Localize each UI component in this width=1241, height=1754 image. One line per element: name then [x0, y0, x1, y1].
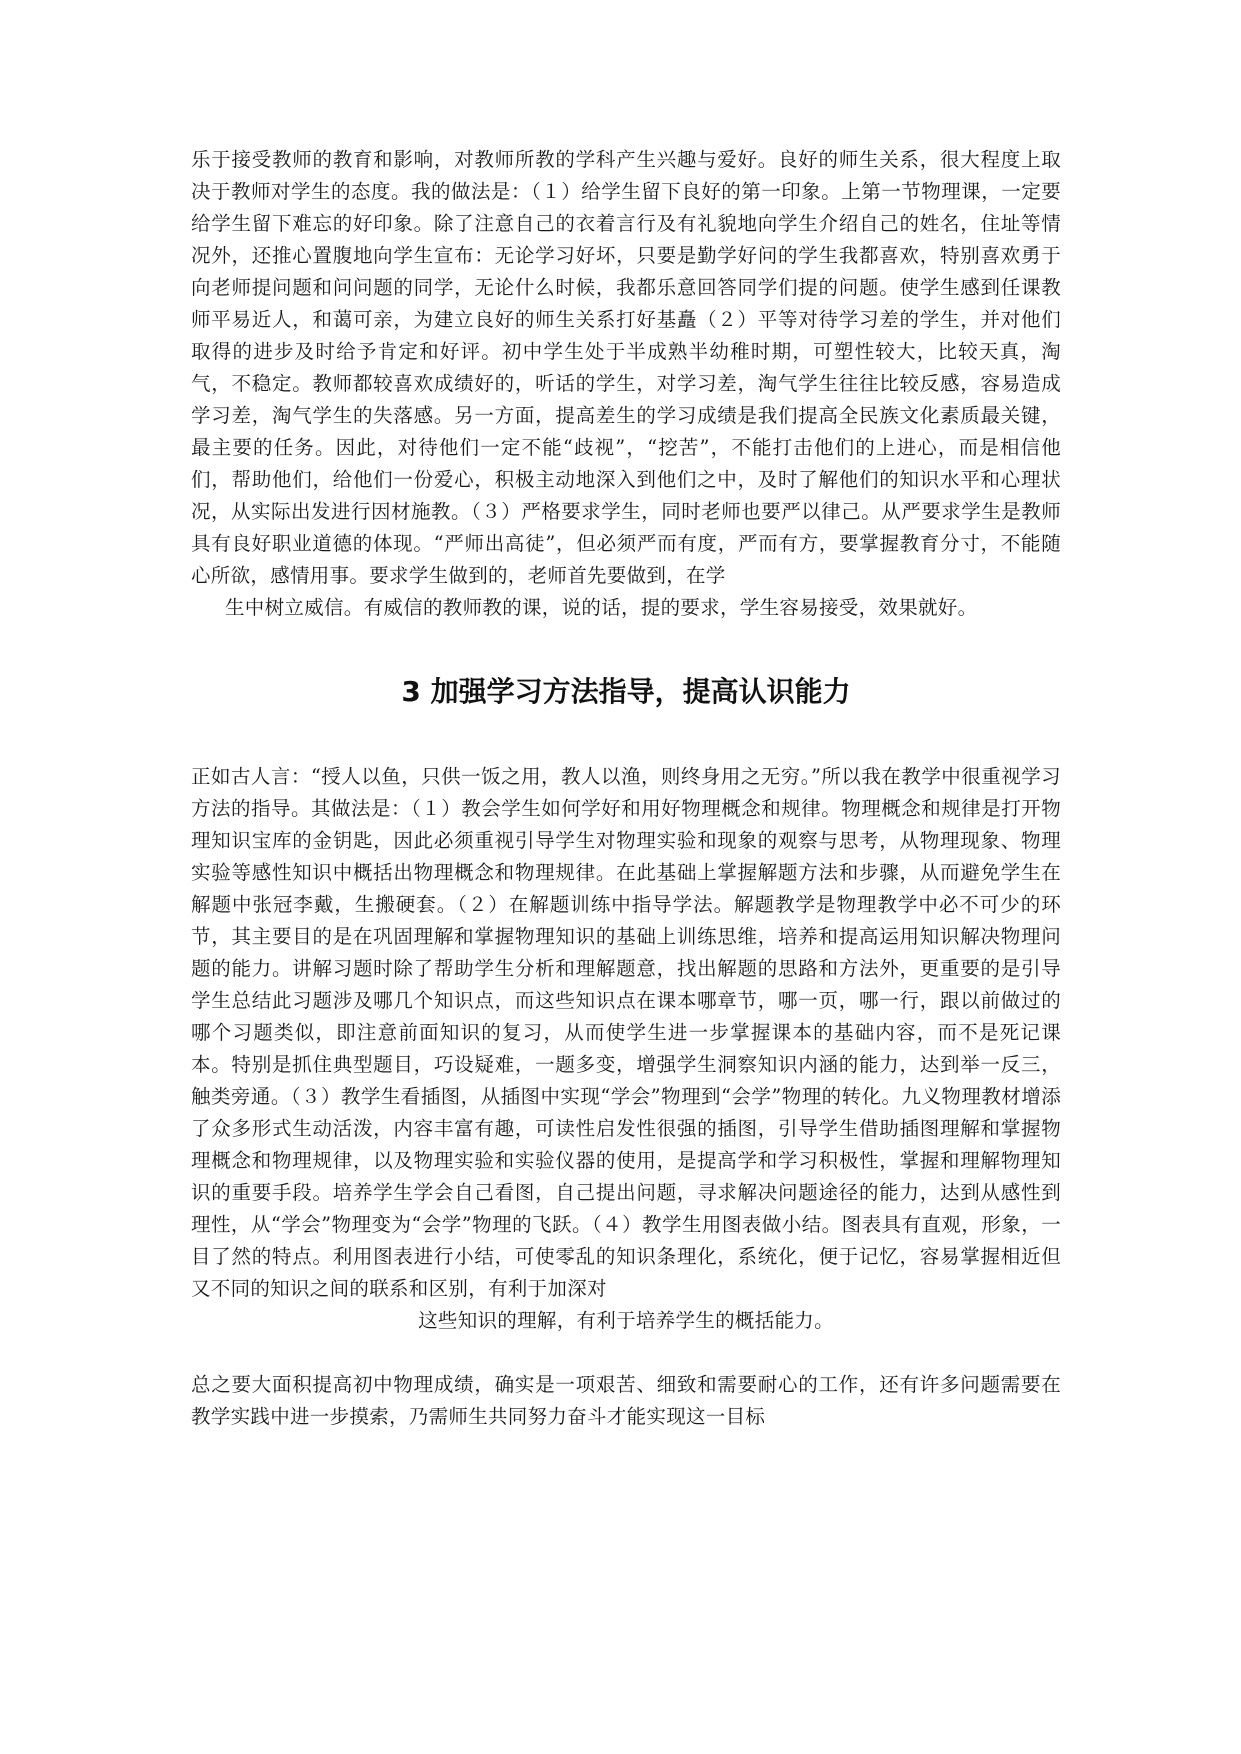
section-heading: 3 加强学习方法指导，提高认识能力: [401, 675, 851, 708]
body-paragraph: [191, 144, 1061, 624]
paragraph-text: 正如古人言：“授人以鱼，只供一饭之用，教人以渔，则终身用之无穷。”所以我在教学中很重视学习方法的指导。其做法是：（１）教会学生如何学好和用好物理概念和规律。物理概念和规律是打开物理知识宝库的金钥匙，因此必须重视引导学生对物理实验和现象的观察与思考，从物理现象、物理实验等感性知识中概括出物理概念和物理规律。在此基础上掌握解题方法和步骤，从而避免学生在解题中张冠李戴，生搬硬套。（２）在解题训练中指导学法。解题教学是物理教学中必不可少的环节，其主要目的是在巩固理解和掌握物理知识的基础上训练思维，培养和提高运用知识解决物理问题的能力。讲解习题时除了帮助学生分析和理解题意，找出解题的思路和方法外，更重要的是引导学生总结此习题涉及哪几个知识点，而这些知识点在课本哪章节，哪一页，哪一行，跟以前做过的哪个习题类似，即注意前面知识的复习，从而使学生进一步掌握课本的基础内容，而不是死记课本。特别是抓住典型题目，巧设疑难，一题多变，增强学生洞察知识内涵的能力，达到举一反三，触类旁通。（３）教学生看插图，从插图中实现“学会”物理到“会学”物理的转化。九义物理教材增添了众多形式生动活泼，内容丰富有趣，可读性启发性很强的插图，引导学生借助插图理解和掌握物理概念和物理规律，以及物理实验和实验仪器的使用，是提高学和学习积极性，掌握和理解物理知识的重要手段。培养学生学会自己看图，自己提出问题，寻求解决问题途径的能力，达到从感性到理性，从“学会”物理变为“会学”物理的飞跃。（４）教学生用图表做小结。图表具有直观，形象，一目了然的特点。利用图表进行小结，可使零乱的知识条理化，系统化，便于记忆，容易掌握相近但又不同的知识之间的联系和区别，有利于加深对: [191, 765, 1061, 1300]
paragraph-last-line: 生中树立威信。有威信的教师教的课，说的话，提的要求，学生容易接受，效果就好。: [225, 596, 978, 619]
paragraph-last-line: 这些知识的理解，有利于培养学生的概括能力。: [418, 1309, 834, 1332]
paragraph-text: 乐于接受教师的教育和影响，对教师所教的学科产生兴趣与爱好。良好的师生关系，很大程度上取决于教师对学生的态度。我的做法是：（１）给学生留下良好的第一印象。上第一节物理课，一定要给学生留下难忘的好印象。除了注意自己的衣着言行及有礼貌地向学生介绍自己的姓名，住址等情况外，还推心置腹地向学生宣布：无论学习好坏，只要是勤学好问的学生我都喜欢，特别喜欢勇于向老师提问题和问问题的同学，无论什么时候，我都乐意回答同学们提的问题。使学生感到任课教师平易近人，和蔼可亲，为建立良好的师生关系打好基矗（２）平等对待学习差的学生，并对他们取得的进步及时给予肯定和好评。初中学生处于半成熟半幼稚时期，可塑性较大，比较天真，淘气，不稳定。教师都较喜欢成绩好的，听话的学生，对学习差，淘气学生往往比较反感，容易造成学习差，淘气学生的失落感。另一方面，提高差生的学习成绩是我们提高全民族文化素质最关键，最主要的任务。因此，对待他们一定不能“歧视”，“挖苦”，不能打击他们的上进心，而是相信他们，帮助他们，给他们一份爱心，积极主动地深入到他们之中，及时了解他们的知识水平和心理状况，从实际出发进行因材施教。（３）严格要求学生，同时老师也要严以律己。从严要求学生是教师具有良好职业道德的体现。“严师出高徒”，但必须严而有度，严而有方，要掌握教育分寸，不能随心所欲，感情用事。要求学生做到的，老师首先要做到，在学: [191, 148, 1061, 587]
conclusion-paragraph: 总之要大面积提高初中物理成绩，确实是一项艰苦、细致和需要耐心的工作，还有许多问题需要在教学实践中进一步摸索，乃需师生共同努力奋斗才能实现这一目标: [191, 1373, 1061, 1428]
body-paragraph: [191, 761, 1061, 1337]
